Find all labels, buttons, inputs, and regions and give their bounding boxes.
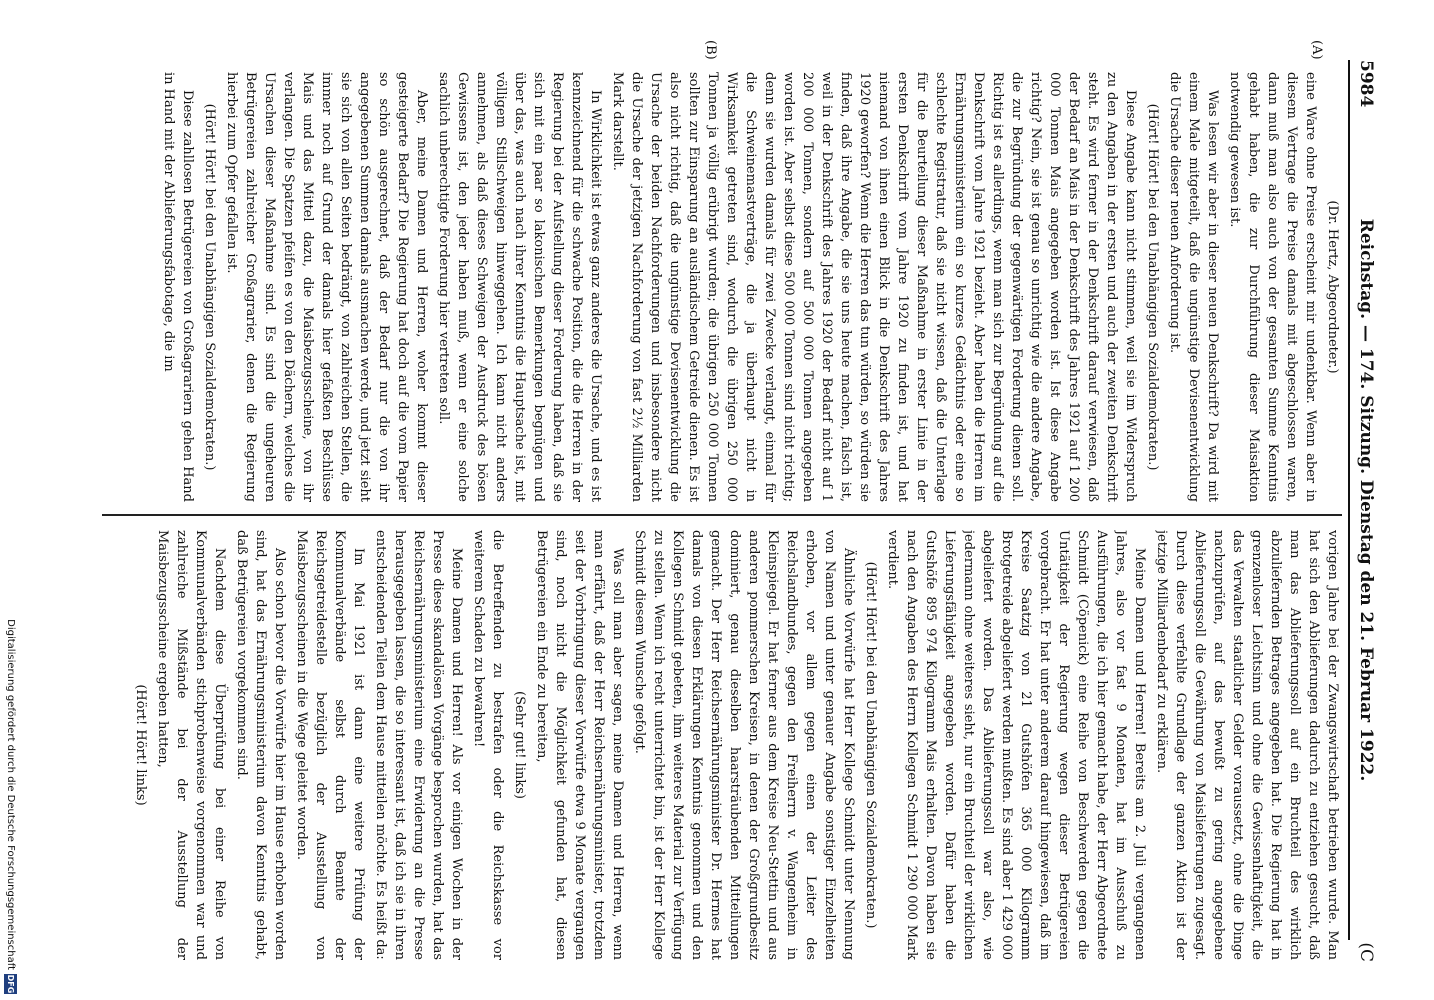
digitization-footer — [2, 0, 18, 1000]
interjection: (Hört! Hört! links) — [133, 684, 148, 806]
paragraph: die Betreffenden zu bestrafen oder die Reichskasse vor weiterem Schaden zu bewahren! — [471, 530, 505, 960]
page-header — [1354, 60, 1378, 962]
margin-marker-c: (C — [1356, 942, 1376, 962]
interjection: (Hört! Hört! bei den Unabhängigen Sozialdemokraten.) — [202, 103, 217, 471]
paragraph: Diese zahllosen Betrügereien von Großagrariern gehen Hand in Hand mit der Ablieferungsfabotage, die im — [161, 72, 195, 502]
paragraph: In Wirklichkeit ist etwas ganz anderes die Ursache, und es ist kennzeichnend für die schwache Position, die die Herren in der Regierung bei der Aufstellung dieser Forderung haben, daß sie sich mit ein paar so lakonischen Bemerkungen begnügen und über das, was auch nach ihrer Kenntnis die Hauptsache ist, mit völligem Stillschweigen hinweggehen. Ich kann nicht anders annehmen, als daß dieses Schweigen der Ausdruck des bösen Gewissens ist, den jeder haben muß, wenn er eine solche sachlich unberechtigte Forderung hier vertreten soll. — [436, 72, 603, 502]
interjection: (Hört! Hört! bei den Unabhängigen Sozialdemokraten.) — [863, 561, 878, 929]
right-column — [42, 530, 1342, 960]
paragraph: Diese Angabe kann nicht stimmen, weil sie im Widerspruch zu den Angaben in der ersten und auch der zweiten Denkschrift steht. Es wird ferner in der Denkschrift darauf verwiesen, daß der Bedarf an Mais in der Denkschrift des Jahres 1921 auf 1 200 000 Tonnen Mais angegeben worden ist. Ist diese Angabe richtig? Nein, sie ist genau so unrichtig wie die andere Angabe, die zur Begründung der gegenwärtigen Forderung dienen soll. Richtig ist es allerdings, wenn man sich zur Begründung auf die Denkschrift vom Jahre 1921 bezieht. Aber haben die Herren im Ernährungsministerium ein so kurzes Gedächtnis oder eine so schlechte Registratur, daß sie nicht wissen, daß die Unterlage für die Beurteilung dieser Maßnahme in erster Linie in der ersten Denkschrift vom Jahre 1920 zu finden ist, und hat niemand von ihnen einen Blick in die Denkschrift des Jahres 1920 geworfen? Wenn die Herren das tun würden, so würden sie finden, daß ihre Angabe, die sie uns heute machen, falsch ist, weil in der Denkschrift des Jahres 1920 der Bedarf nicht auf 1 200 000 Tonnen, sondern auf 500 000 Tonnen angegeben worden ist. Aber selbst diese 500 000 Tonnen sind nicht richtig; denn sie wurden damals für zwei Zwecke verlangt, einmal für die Schweinemastverträge, die ja überhaupt nicht in Wirksamkeit getreten sind, wodurch die übrigen 250 000 Tonnen ja völlig erübrigt wurden; die übrigen 250 000 Tonnen sollten zur Einsparung an ausländischem Getreide dienen. Es ist also nicht richtig, daß die ungünstige Devisenentwicklung die Ursache der beiden Nachforderungen und insbesondere nicht die Ursache der jetzigen Nachforderung von fast 2½ Milliarden Mark darstellt. — [610, 72, 1138, 502]
quoted-paragraph: Nachdem diese Überprüfung bei einer Reihe von Kommunalverbänden stichprobenweise vorgenommen war und zahlreiche Mißstände bei der Ausstellung der Maisbezugsscheine ergeben hatten, — [155, 530, 227, 960]
page-number: 5984 — [1356, 60, 1376, 108]
speaker-line: (Dr. Hertz, Abgeordneter.) — [1325, 200, 1340, 374]
interjection: (Hört! Hört! bei den Unabhängigen Sozialdemokraten.) — [1145, 103, 1160, 471]
paragraph: Was soll man aber sagen, meine Damen und Herren, wenn man erfährt, daß der Herr Reichsernährungsminister, trotzdem seit der Vorbringung dieser Vorwürfe etwa 9 Monate vergangen sind, noch nicht die Möglichkeit gefunden hat, diesen Betrügereien ein Ende zu bereiten, — [534, 530, 625, 960]
running-head: Reichstag. — 174. Sitzung. Dienstag den 21. Februar 1922. — [1356, 218, 1376, 782]
paragraph: Aber, meine Damen und Herren, woher kommt dieser gesteigerte Bedarf? Die Regierung hat doch auf die vom Papier so schön ausgerechnet, daß der Bedarf nur die von ihr angegebenen Summen damals ausmachen werde, und jetzt sieht sie sich von allen Seiten bedrängt, von zahlreichen Stellen, die immer noch auf Grund der damals hier gefaßten Beschlüsse Mais und das Mittel dazu, die Maisbezugsscheine, von ihr verlangen. Die Spatzen pfeifen es von den Dächern, welches die Ursachen dieser Maßnahme sind. Es sind die ungeheuren Betrügereien zahlreicher Großagrarier, denen die Regierung hierbei zum Opfer gefallen ist. — [224, 72, 429, 502]
quoted-paragraph: Im Mai 1921 ist dann eine weitere Prüfung der Kommunalverbände selbst durch Beamte der Reichsgetreidestelle bezüglich der Ausstellung von Maisbezugsscheinen in die Wege geleitet worden. — [294, 530, 366, 960]
paragraph: Ähnliche Vorwürfe hat Herr Kollege Schmidt unter Nennung von Namen und unter genauer Angabe sonstiger Einzelheiten erhoben, vor allem gegen einen der Leiter des Reichslandbundes, gegen den Freiherrn v. Wangenheim in Kleinspiegel. Er hat ferner aus dem Kreise Neu-Stettin und aus anderen pommerschen Kreisen, in denen der Großgrundbesitz dominiert, genau dieselben haarsträubenden Mitteilungen gemacht. Der Herr Reichsernährungsminister Dr. Hermes hat damals von diesen Erklärungen Kenntnis genommen und den Kollegen Schmidt gebeten, ihm weiteres Material zur Verfügung zu stellen. Wenn ich recht unterrichtet bin, ist der Herr Kollege Schmidt diesem Wunsche gefolgt. — [632, 530, 856, 960]
paragraph: Meine Damen und Herren! Bereits am 2. Juli vergangenen Jahres, also vor fast 9 Monaten, hat im Ausschuß zu Ausführungen, die ich hier gemacht habe, der Herr Abgeordnete Schmidt (Cöpenick) eine Reihe von Beschwerden gegen die Untätigkeit der Regierung wegen dieser Betrügereien vorgebracht. Er hat unter anderem darauf hingewiesen, daß im Kreise Saatzig von 21 Gutshöfen 365 000 Kilogramm Brotgetreide abgeliefert werden mußten. Es sind aber 1 429 000 abgeliefert worden. Das Ablieferungssoll war also, wie jedermann ohne weiteres sieht, nur ein Bruchteil der wirklichen Lieferungsfähigkeit angegeben worden. Dafür haben die Gutshöfe 895 974 Kilogramm Mais erhalten. Davon haben sie nach den Angaben des Herrn Kollegen Schmidt 1 290 000 Mark verdient. — [885, 530, 1147, 960]
paragraph: vorigen Jahre bei der Zwangswirtschaft betrieben wurde. Man hat sich den Ablieferungen dadurch zu entziehen gesucht, daß man das Ablieferungssoll auf ein Bruchteil des wirklich abzuliefernden Betrages angegeben hat. Die Regierung hat in grenzenloser Leichtsinn und ohne die Gewissenhaftigkeit, die das Verwalten staatlicher Gelder voraussetzt, ohne die Dinge nachzuprüfen, auf das bewußt zu gering angegebene Ablieferungssoll die Gewährung von Maislieferungen zugesagt. Durch diese verfehlte Grundlage der ganzen Aktion ist der jetzige Milliardenbedarf zu erklären. — [1154, 530, 1340, 960]
margin-label-a: (A) — [1309, 40, 1324, 60]
paragraph: Meine Damen und Herren! Als vor einigen Wochen in der Presse diese skandalösen Vorgänge besprochen wurden, hat das Reichsernährungsministerium eine Erwiderung an die Presse herausgegeben lassen, die so interessant ist, daß ich sie in ihren entscheidenden Teilen dem Hause mitteilen möchte. Es heißt da: — [373, 530, 464, 960]
paragraph: Also schon bevor die Vorwürfe hier im Hause erhoben worden sind, hat das Ernährungsministerium davon Kenntnis gehabt, daß Betrügereien vorgekommen sind. — [234, 530, 287, 960]
left-column — [42, 72, 1342, 502]
column-divider — [102, 514, 1342, 516]
paragraph: eine Ware ohne Preise erscheint mir undenkbar. Wenn aber in diesem Vertrage die Preise damals mit abgeschlossen waren, dann muß man also auch von der gesamten Summe Kenntnis gehabt haben, die zur Durchführung dieser Maisaktion notwendig gewesen ist. — [1227, 72, 1318, 502]
interjection: (Sehr gut! links) — [512, 691, 527, 799]
margin-label-b: (B) — [703, 40, 718, 60]
header-rule — [1348, 60, 1350, 940]
paragraph: Was lesen wir aber in dieser neuen Denkschrift? Da wird mit einem Male mitgeteilt, daß die ungünstige Devisenentwicklung die Ursache dieser neuen Anforderung ist. — [1167, 72, 1220, 502]
funding-note: Digitalisierung gefördert durch die Deutsche Forschungsgemeinschaft — [5, 619, 16, 970]
dfg-logo: DFG — [6, 974, 15, 994]
